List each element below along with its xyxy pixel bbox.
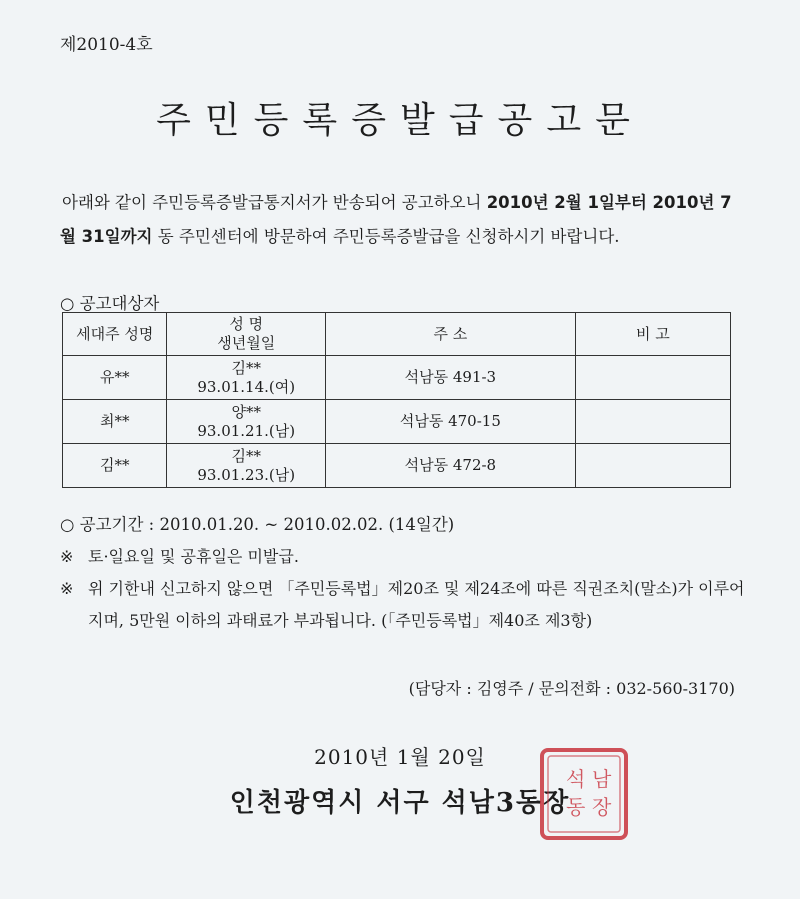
- cell-name-birth: [167, 356, 326, 400]
- svg-text:석: 석: [566, 767, 586, 791]
- official-seal-icon: [536, 744, 632, 844]
- notice-period: [60, 511, 454, 535]
- svg-text:남: 남: [592, 767, 612, 791]
- issuer-name: 인천광역시 서구 석남3동장: [229, 788, 571, 818]
- svg-text:장: 장: [592, 795, 612, 819]
- cell-householder: 김**: [63, 444, 167, 488]
- cell-address: 석남동 472-8: [325, 444, 575, 488]
- header-name-birth: [167, 313, 326, 356]
- cell-name: 김**: [231, 358, 261, 377]
- reference-mark-icon: ※: [60, 579, 74, 598]
- cell-birth: 93.01.23.(남): [197, 465, 296, 484]
- cell-householder: 최**: [63, 400, 167, 444]
- circle-marker-icon: ○: [60, 515, 75, 534]
- intro-period: 2010년 2월 1일부터 2010년 7월 31일까지: [60, 193, 732, 246]
- svg-text:동: 동: [566, 795, 586, 819]
- note-item: [60, 573, 750, 637]
- target-table: [62, 312, 731, 488]
- cell-remarks: [575, 356, 730, 400]
- cell-name: 김**: [231, 446, 261, 465]
- cell-name: 양**: [231, 402, 261, 421]
- document-number: 제2010-4호: [60, 35, 153, 55]
- notice-period-text: 공고기간 : 2010.01.20. ~ 2010.02.02. (14일간): [79, 515, 455, 534]
- cell-remarks: [575, 400, 730, 444]
- cell-name-birth: [167, 400, 326, 444]
- cell-householder: 유**: [63, 356, 167, 400]
- header-name: 성 명: [229, 315, 264, 333]
- table-row: [63, 400, 731, 444]
- table-row: [63, 444, 731, 488]
- target-section-heading: [60, 290, 159, 314]
- header-remarks: 비 고: [575, 313, 730, 356]
- note-item: [60, 541, 750, 573]
- header-householder: 세대주 성명: [63, 313, 167, 356]
- table-row: [63, 356, 731, 400]
- header-birth: 생년월일: [217, 334, 276, 352]
- circle-marker-icon: ○: [60, 294, 75, 313]
- issue-date: 2010년 1월 20일: [314, 745, 486, 769]
- notes-list: [60, 541, 750, 637]
- page-title: 주민등록증발급공고문: [156, 100, 644, 141]
- target-section-title: 공고대상자: [79, 294, 160, 313]
- reference-mark-icon: ※: [60, 547, 74, 566]
- table-header-row: [63, 313, 731, 356]
- cell-birth: 93.01.21.(남): [197, 421, 296, 440]
- cell-name-birth: [167, 444, 326, 488]
- cell-address: 석남동 491-3: [325, 356, 575, 400]
- intro-paragraph: [60, 186, 740, 254]
- note-text: 토·일요일 및 공휴일은 미발급.: [88, 547, 299, 566]
- intro-text-2: 동 주민센터에 방문하여 주민등록증발급을 신청하시기 바랍니다.: [152, 227, 620, 246]
- cell-address: 석남동 470-15: [325, 400, 575, 444]
- note-text: 위 기한내 신고하지 않으면 「주민등록법」제20조 및 제24조에 따른 직권조치(말소)가 이루어지며, 5만원 이하의 과태료가 부과됩니다. (「주민등록법」제40조 제3항): [88, 579, 745, 630]
- cell-remarks: [575, 444, 730, 488]
- intro-text-1: 아래와 같이 주민등록증발급통지서가 반송되어 공고하오니: [62, 193, 487, 212]
- header-address: 주 소: [325, 313, 575, 356]
- cell-birth: 93.01.14.(여): [197, 377, 296, 396]
- contact-info: (담당자 : 김영주 / 문의전화 : 032-560-3170): [408, 679, 735, 698]
